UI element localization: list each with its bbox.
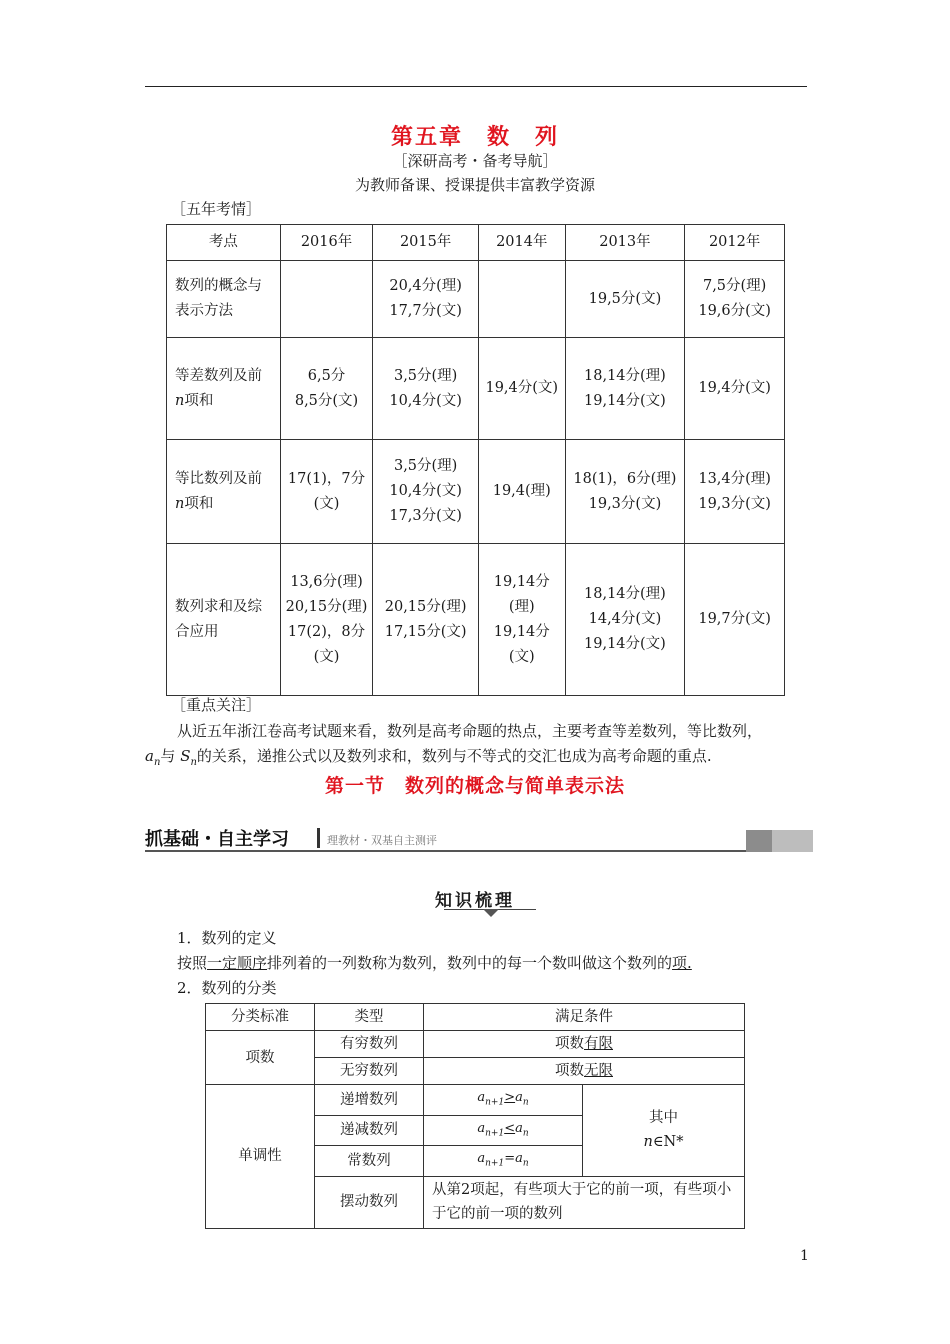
focus-text: 与 (160, 747, 181, 765)
knowledge-pointer-icon (483, 909, 499, 917)
math-s: S (180, 747, 191, 765)
table-row (167, 440, 785, 544)
table-row (167, 544, 785, 696)
banner-title: 抓基础・自主学习 (145, 829, 289, 850)
year-cell (280, 338, 373, 440)
header-cell: 满足条件 (424, 1004, 745, 1031)
item1-text (177, 951, 797, 976)
banner-subtitle: 理教材・双基自主测评 (327, 834, 437, 847)
topic-cell (167, 544, 281, 696)
header-cell: 2014年 (479, 225, 566, 261)
cell-text: 19,7分(文) (698, 611, 771, 627)
year-cell (479, 261, 566, 338)
type-cell: 递增数列 (315, 1085, 424, 1116)
type-cell: 递减数列 (315, 1115, 424, 1146)
formula-cell: $a_{n+1}>a_n$ (424, 1085, 583, 1116)
year-cell (280, 261, 373, 338)
cond-key: 无限 (584, 1063, 613, 1079)
year-cell (685, 440, 785, 544)
relation-symbol: > (504, 1090, 516, 1105)
cond-text: 项数 (555, 1063, 584, 1079)
knowledge-title: 知识梳理 (435, 891, 515, 911)
criterion-cell: 单调性 (206, 1085, 315, 1229)
cond-key: 有限 (584, 1036, 613, 1052)
topic-text: 数列的概念与表示方法 (175, 278, 262, 319)
item1-mid: 排列着的一列数称为数列，数列中的每一个数叫做这个数列的 (267, 954, 673, 972)
year-cell (565, 440, 685, 544)
table-row (167, 338, 785, 440)
chapter-title: 第五章 数 列 (390, 124, 559, 150)
exam-section-label: ［五年考情］ (171, 200, 262, 218)
item1-pre: 按照 (177, 954, 208, 972)
header-cell: 分类标准 (206, 1004, 315, 1031)
year-cell (685, 544, 785, 696)
header-cell: 类型 (315, 1004, 424, 1031)
focus-label: ［重点关注］ (171, 696, 262, 714)
criterion-cell: 项数 (206, 1031, 315, 1085)
math-sub: n (190, 757, 197, 768)
condition-cell (424, 1031, 745, 1058)
focus-line-1: 从近五年浙江卷高考试题来看，数列是高考命题的热点，主要考查等差数列，等比数列， (177, 722, 763, 740)
item1-key-term: 一定顺序 (207, 954, 268, 972)
header-cell: 2015年 (373, 225, 479, 261)
condition-note-cell (583, 1085, 745, 1177)
banner-block-light (772, 830, 813, 852)
type-cell: 无穷数列 (315, 1058, 424, 1085)
math-n: n (643, 1134, 653, 1151)
table-header-row (167, 225, 785, 261)
header-cell: 考点 (167, 225, 281, 261)
topic-cell: 等比数列及前 n项和 (167, 440, 281, 544)
focus-text: 的关系，递推公式以及数列求和，数列与不等式的交汇也成为高考命题的重点. (196, 747, 712, 765)
cell-text: 7,5分(理) 19,6分(文) (698, 278, 771, 319)
year-cell (280, 440, 373, 544)
cond-text: 项数 (555, 1036, 584, 1052)
relation-symbol: = (504, 1151, 516, 1167)
table-row (167, 261, 785, 338)
chapter-resource-note: 为教师备课、授课提供丰富教学资源 (354, 176, 595, 194)
cell-text: 3,5分(理) 10,4分(文) (389, 367, 462, 409)
cell-text: 17(1)，7分(文) (287, 470, 366, 512)
formula-cell: $a_{n+1}=a_n$ (424, 1146, 583, 1177)
condition-cell: 从第2项起，有些项大于它的前一项，有些项小于它的前一项的数列 (424, 1176, 745, 1228)
item1-key-term-2: 项. (672, 954, 692, 972)
cell-text: 18,14分(理) 14,4分(文) 19,14分(文) (584, 586, 666, 652)
table-row (206, 1031, 745, 1058)
cell-text: 19,4分(文) (485, 380, 559, 396)
topic-text: 数列求和及综合应用 (175, 598, 262, 640)
type-cell: 常数列 (315, 1146, 424, 1177)
header-cell: 2012年 (685, 225, 785, 261)
type-cell: 有穷数列 (315, 1031, 424, 1058)
year-cell (373, 338, 479, 440)
year-cell (373, 544, 479, 696)
year-cell (685, 261, 785, 338)
cell-text: 20,15分(理) 17,15分(文) (384, 598, 467, 640)
item2-heading: 2．数列的分类 (177, 979, 277, 997)
cell-text: 13,6分(理) 20,15分(理) 17(2)，8分(文) (285, 573, 368, 665)
condition-cell (424, 1058, 745, 1085)
topic-cell (167, 261, 281, 338)
page-number: 1 (800, 1248, 809, 1264)
cell-text: 18(1)，6分(理) 19,3分(文) (573, 470, 677, 512)
math-a: a (145, 747, 154, 765)
year-cell (565, 544, 685, 696)
section-title: 第一节 数列的概念与简单表示法 (324, 775, 625, 797)
year-cell (565, 338, 685, 440)
cell-text: 18,14分(理) 19,14分(文) (584, 367, 666, 409)
header-rule (145, 86, 807, 87)
sequence-classification-table (205, 1003, 745, 1229)
year-cell (685, 338, 785, 440)
year-cell (479, 544, 566, 696)
cell-text: 19,4分(文) (698, 380, 771, 396)
cell-text: 19,14分(理) 19,14分(文) (493, 573, 550, 665)
math-set: ∈N* (652, 1134, 684, 1151)
exam-history-table (166, 224, 785, 696)
year-cell: 19,5分(文) (565, 261, 685, 338)
topic-cell: 等差数列及前 n项和 (167, 338, 281, 440)
cell-text: 20,4分(理) 17,7分(文) (389, 278, 462, 319)
year-cell (479, 338, 566, 440)
year-cell (373, 440, 479, 544)
table-row (206, 1085, 745, 1116)
cond-text: 其中 (649, 1110, 678, 1127)
banner-rule (145, 850, 750, 852)
chapter-nav: ［深研高考・备考导航］ (392, 152, 558, 170)
year-cell: 19,4(理) (479, 440, 566, 544)
header-cell: 2016年 (280, 225, 373, 261)
banner-divider (317, 828, 320, 848)
type-cell: 摆动数列 (315, 1176, 424, 1228)
header-cell: 2013年 (565, 225, 685, 261)
cell-text: 6,5分 8,5分(文) (294, 367, 359, 409)
math-sub: n (153, 757, 161, 768)
relation-symbol: < (504, 1120, 516, 1136)
formula-cell: $a_{n+1}<a_n$ (424, 1115, 583, 1146)
banner-block-dark (746, 830, 772, 852)
year-cell (373, 261, 479, 338)
cell-text: 3,5分(理) 10,4分(文) 17,3分(文) (389, 458, 462, 524)
cell-text: 13,4分(理) 19,3分(文) (698, 470, 771, 512)
year-cell (280, 544, 373, 696)
table-header-row (206, 1004, 745, 1031)
item1-heading: 1．数列的定义 (177, 929, 277, 947)
